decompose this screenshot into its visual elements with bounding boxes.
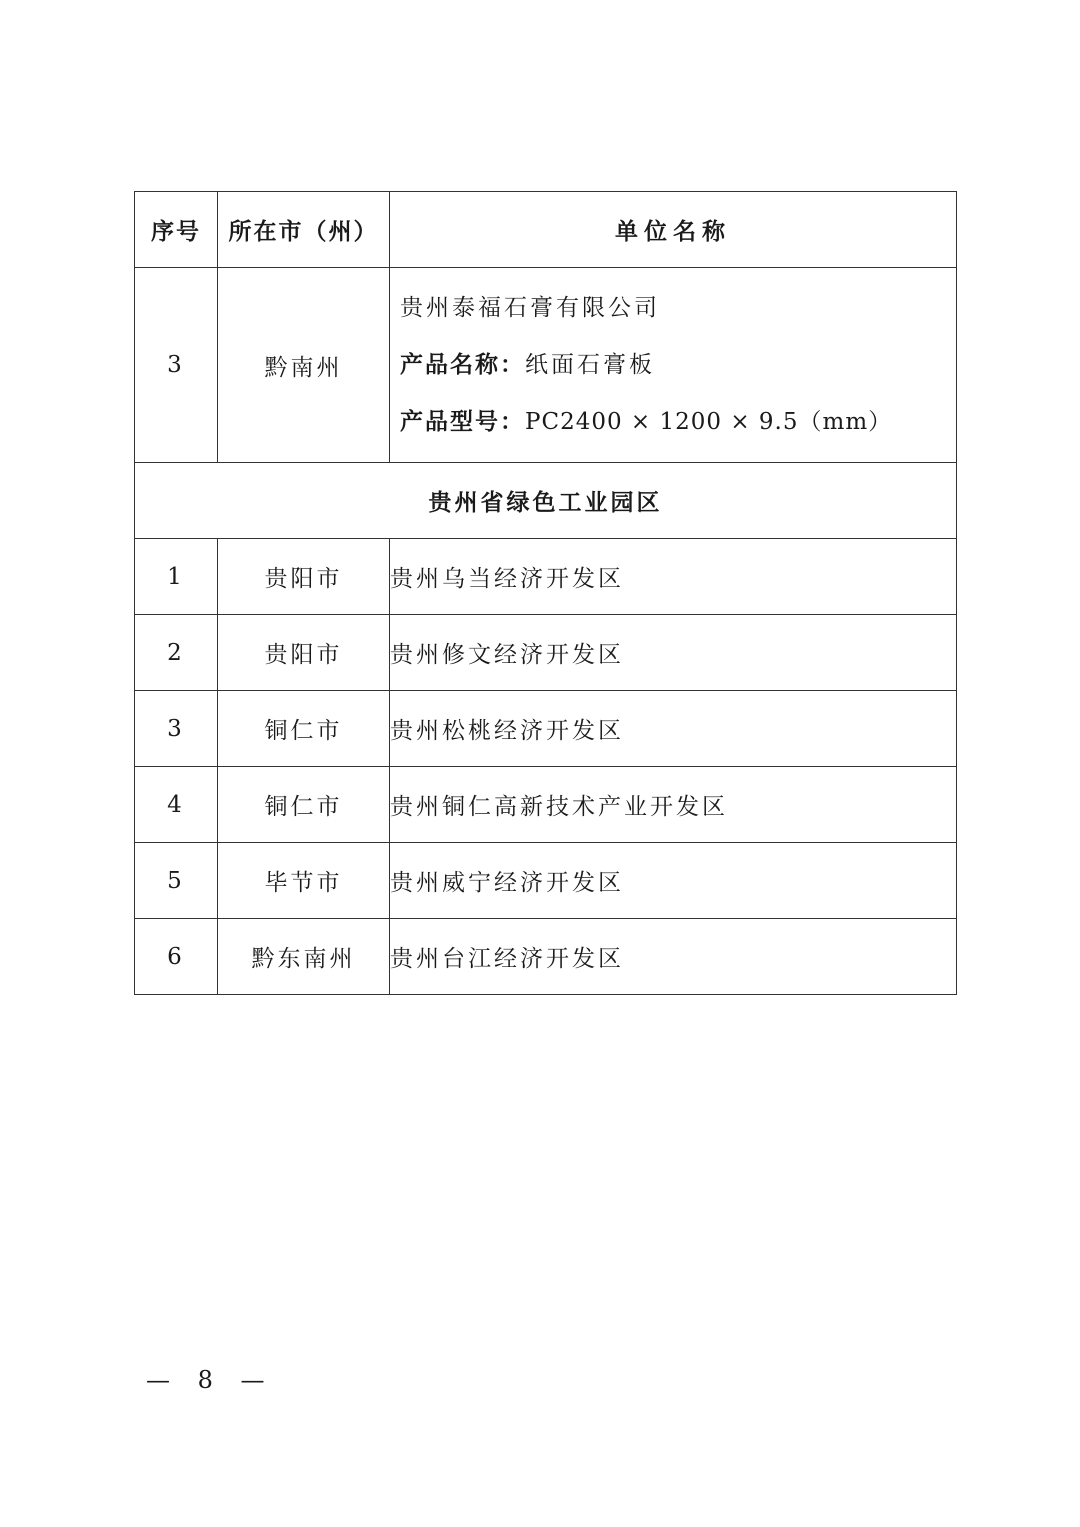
row-unit-name: 贵州松桃经济开发区	[390, 691, 957, 767]
row-city: 铜仁市	[218, 691, 390, 767]
table-row	[135, 767, 957, 843]
row-serial: 5	[135, 843, 218, 919]
industrial-park-table	[134, 191, 957, 995]
row-unit-name: 贵州乌当经济开发区	[390, 539, 957, 615]
row-unit-name: 贵州威宁经济开发区	[390, 843, 957, 919]
row-serial: 2	[135, 615, 218, 691]
section-header-row	[135, 463, 957, 539]
product-name-value: 纸面石膏板	[525, 351, 655, 378]
table-row	[135, 539, 957, 615]
product-name-line	[400, 337, 956, 394]
table-row	[135, 691, 957, 767]
row-unit-cell	[390, 268, 957, 463]
header-city: 所在市（州）	[218, 192, 390, 268]
table-row	[135, 919, 957, 995]
row-serial: 4	[135, 767, 218, 843]
product-model-label: 产品型号：	[400, 408, 525, 435]
row-unit-name: 贵州修文经济开发区	[390, 615, 957, 691]
row-serial: 3	[135, 691, 218, 767]
product-model-line	[400, 394, 956, 451]
header-unit-name: 单位名称	[390, 192, 957, 268]
page-number: — 8 —	[146, 1366, 275, 1394]
row-serial: 3	[135, 268, 218, 463]
row-unit-name: 贵州铜仁高新技术产业开发区	[390, 767, 957, 843]
table-header-row	[135, 192, 957, 268]
row-city: 黔东南州	[218, 919, 390, 995]
row-serial: 1	[135, 539, 218, 615]
row-city: 贵阳市	[218, 539, 390, 615]
table-row	[135, 615, 957, 691]
row-city: 贵阳市	[218, 615, 390, 691]
row-serial: 6	[135, 919, 218, 995]
row-city: 铜仁市	[218, 767, 390, 843]
table-row	[135, 268, 957, 463]
row-city: 黔南州	[218, 268, 390, 463]
header-serial: 序号	[135, 192, 218, 268]
company-name: 贵州泰福石膏有限公司	[400, 294, 660, 321]
product-name-label: 产品名称：	[400, 351, 525, 378]
product-model-value: PC2400 × 1200 × 9.5（mm）	[525, 408, 893, 435]
row-unit-name: 贵州台江经济开发区	[390, 919, 957, 995]
table-row	[135, 843, 957, 919]
row-city: 毕节市	[218, 843, 390, 919]
section-title: 贵州省绿色工业园区	[135, 463, 957, 539]
